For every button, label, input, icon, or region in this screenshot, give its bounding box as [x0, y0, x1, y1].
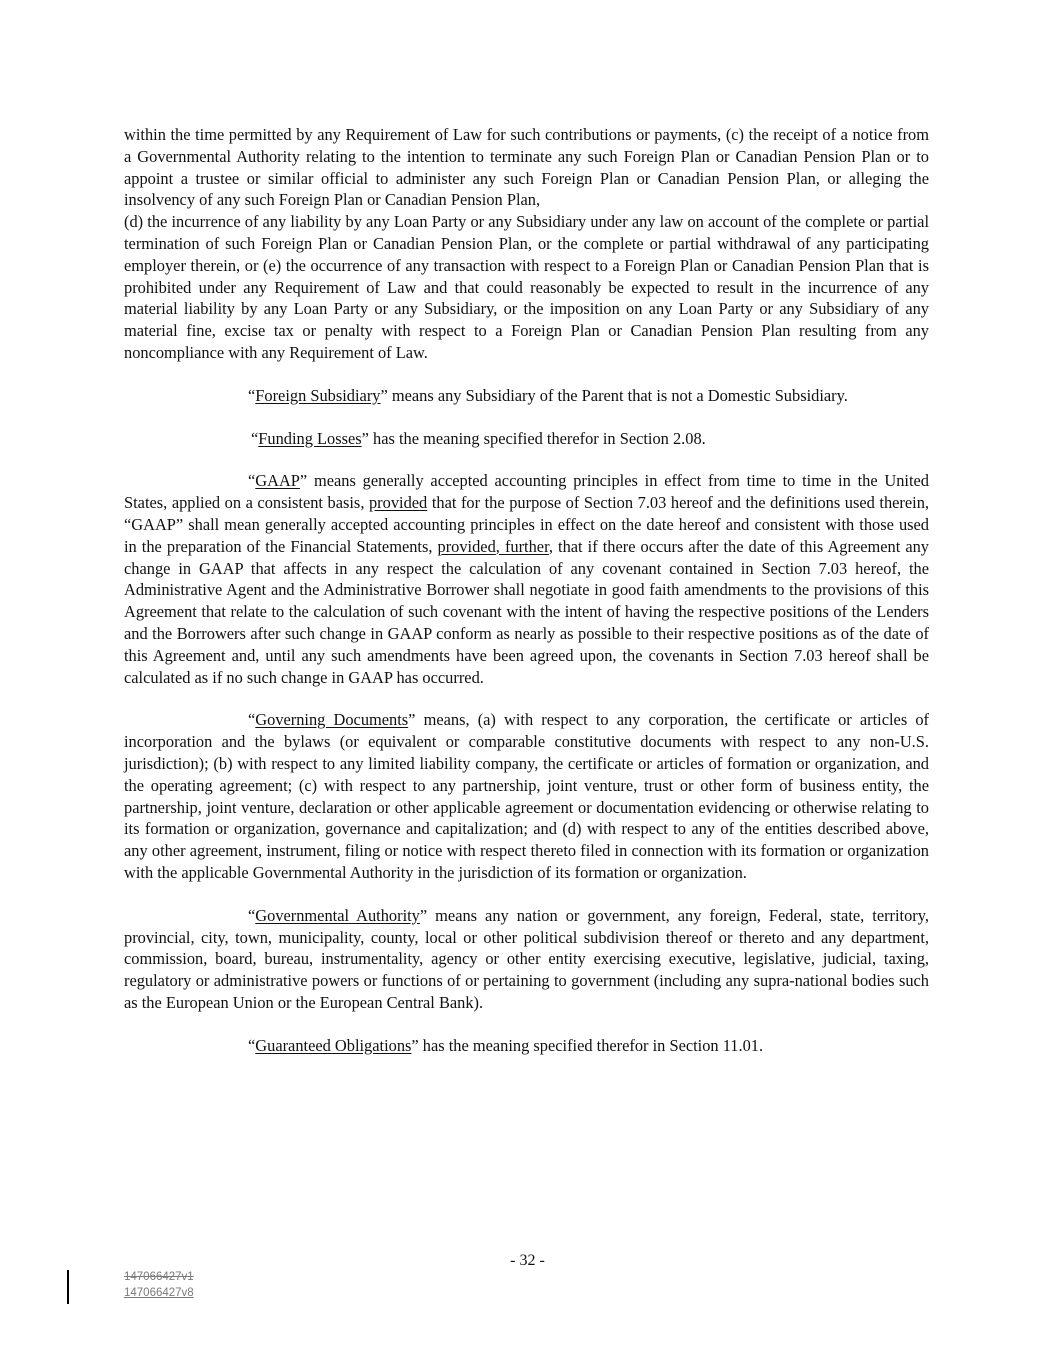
further-term: further	[504, 536, 549, 556]
definition-text: means, (a) with respect to any corporation, the certificate or articles of incorporation and the bylaws (or equivalent or comparable constitutive documents with respect to any non-U.S. jurisdiction); (b) with respect to any limited liability company, the certificate or articles of formation or organization, and the operating agreement; (c) with respect to any partnership, joint venture, trust or other form of business entity, the partnership, joint venture, declaration or other applicable agreement or documentation evidencing or otherwise relating to its formation or organization, governance and capitalization; and (d) with respect to any of the entities described above, any other agreement, instrument, filing or notice with respect thereto filed in connection with its formation or organization with the applicable Governmental Authority in the jurisdiction of its formation or organization.	[124, 710, 929, 882]
open-quote: “	[248, 905, 256, 925]
definition-text-part2: that for the purpose of Section 7.03 hereof and the definitions used therein, “GAAP” shall mean generally accepted accounting principles in effect on the date hereof and consistent with those used in the preparation of the Financial Statements,	[124, 493, 929, 556]
close-quote: ”	[380, 385, 388, 405]
open-quote: “	[248, 385, 256, 405]
definition-governing-documents	[124, 709, 929, 883]
open-quote: “	[248, 710, 256, 730]
definition-funding-losses	[124, 428, 929, 450]
definition-text: has the meaning specified therefor in Section 11.01.	[418, 1035, 764, 1055]
close-quote: ”	[408, 710, 416, 730]
provided-term-second: provided	[437, 536, 496, 556]
close-quote: ”	[411, 1035, 419, 1055]
open-quote: “	[251, 428, 259, 448]
close-quote: ”	[419, 905, 428, 925]
revision-bar	[67, 1270, 69, 1304]
definition-text: means any nation or government, any foreign, Federal, state, territory, provincial, city, town, municipality, county, local or other political subdivision thereof or thereto and any department, commission, board, bureau, instrumentality, agency or other entity exercising executive, legislative, judicial, taxing, regulatory or administrative powers or functions of or pertaining to government (including any supra-national bodies such as the European Union or the European Central Bank).	[124, 905, 929, 1012]
close-quote: ”	[299, 471, 308, 491]
continuation-text-part1: within the time permitted by any Requirement of Law for such contributions or payments, (c) the receipt of a notice from a Governmental Authority relating to the intention to terminate any such Foreign Plan or Canadian Pension Plan or to appoint a trustee or similar official to administer any such Foreign Plan or Canadian Pension Plan, or alleging the insolvency of any such Foreign Plan or Canadian Pension Plan,	[124, 125, 929, 210]
open-quote: “	[248, 471, 256, 491]
close-quote: ”	[361, 428, 369, 448]
definition-gaap	[124, 470, 929, 688]
document-page	[124, 124, 929, 1056]
defined-term-gaap: GAAP	[255, 471, 300, 491]
continuation-text-part2: (d) the incurrence of any liability by any Loan Party or any Subsidiary under any law on account of the complete or partial termination of such Foreign Plan or Canadian Pension Plan, or the complete or partial withdrawal of any participating employer therein, or (e) the occurrence of any transaction with respect to a Foreign Plan or Canadian Pension Plan that is prohibited under any Requirement of Law and that could reasonably be expected to result in the incurrence of any material liability by any Loan Party or any Subsidiary, or the imposition on any Loan Party or any Subsidiary of any material fine, excise tax or penalty with respect to a Foreign Plan or Canadian Pension Plan resulting from any noncompliance with any Requirement of Law.	[124, 212, 929, 362]
document-id-deleted: 147066427v1	[124, 1271, 194, 1283]
definition-text-part1: means generally accepted accounting principles in effect from time to time in the United States, applied on a consistent basis,	[124, 471, 929, 513]
definition-text: has the meaning specified therefor in Section 2.08.	[368, 428, 706, 448]
provided-term: provided	[368, 493, 428, 513]
defined-term-guaranteed-obligations: Guaranteed Obligations	[255, 1035, 412, 1055]
defined-term-governing-documents: Governing Documents	[255, 710, 409, 730]
continuation-paragraph	[124, 124, 929, 364]
defined-term-foreign-subsidiary: Foreign Subsidiary	[255, 385, 381, 405]
open-quote: “	[248, 1035, 256, 1055]
provided-comma: ,	[495, 536, 505, 556]
definition-governmental-authority	[124, 905, 929, 1014]
definition-guaranteed-obligations	[124, 1035, 929, 1057]
page-number: - 32 -	[510, 1252, 545, 1269]
definition-foreign-subsidiary	[124, 385, 929, 407]
defined-term-governmental-authority: Governmental Authority	[255, 905, 420, 925]
definition-text: means any Subsidiary of the Parent that is not a Domestic Subsidiary.	[387, 385, 848, 405]
document-id-inserted: 147066427v8	[124, 1287, 194, 1299]
definition-text-part3: , that if there occurs after the date of this Agreement any change in GAAP that affects in any respect the calculation of any covenant contained in Section 7.03 hereof, the Administrative Agent and the Administrative Borrower shall negotiate in good faith amendments to the provisions of this Agreement that relate to the calculation of such covenant with the intent of having the respective positions of the Lenders and the Borrowers after such change in GAAP conform as nearly as possible to their respective positions as of the date of this Agreement and, until any such amendments have been agreed upon, the covenants in Section 7.03 hereof shall be calculated as if no such change in GAAP has occurred.	[124, 536, 929, 687]
defined-term-funding-losses: Funding Losses	[258, 428, 362, 448]
